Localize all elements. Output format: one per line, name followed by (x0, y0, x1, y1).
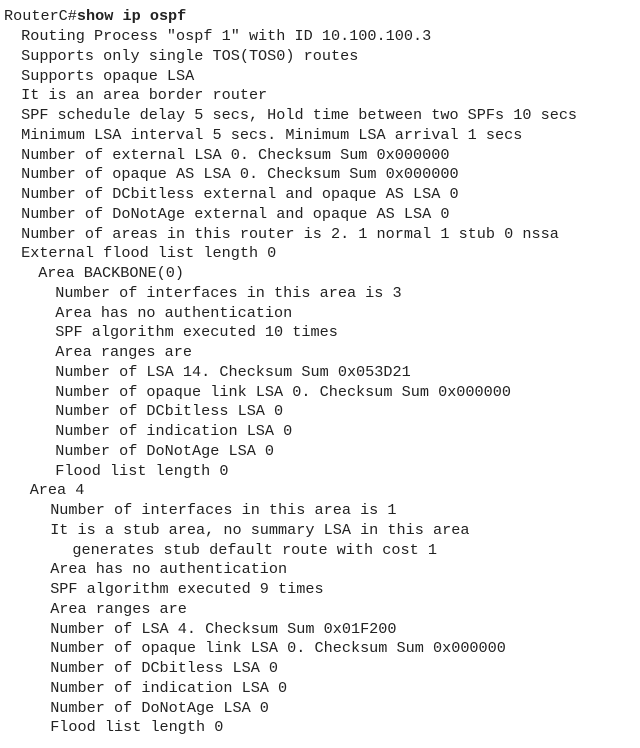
prompt-command: show ip ospf (76, 7, 187, 25)
output-line: Number of indication LSA 0 (50, 678, 288, 697)
output-line: SPF algorithm executed 9 times (50, 580, 324, 598)
output-line: It is a stub area, no summary LSA in this area (50, 520, 470, 539)
output-line: Number of LSA 14. Checksum Sum 0x053D21 (55, 362, 411, 381)
output-line: SPF algorithm executed 10 times (55, 323, 338, 342)
output-line: Number of DCbitless LSA 0 (55, 402, 284, 421)
prompt-hostname: RouterC# (4, 7, 77, 25)
output-line: Area 4 (29, 481, 85, 500)
output-line: Number of areas in this router is 2. 1 normal 1 stub 0 nssa (21, 224, 559, 243)
output-line: Flood list length 0 (55, 461, 229, 480)
output-line: Area BACKBONE(0) (38, 264, 185, 282)
output-line: Number of indication LSA 0 (55, 422, 293, 440)
output-line: External flood list length 0 (21, 244, 277, 263)
output-line: generates stub default route with cost 1 (72, 540, 437, 559)
prompt-line (4, 7, 186, 27)
output-line: SPF schedule delay 5 secs, Hold time between two SPFs 10 secs (21, 106, 578, 124)
output-line: Area has no authentication (50, 560, 288, 579)
output-line: Number of DoNotAge LSA 0 (55, 441, 275, 460)
output-line: Area has no authentication (55, 303, 293, 322)
output-line: Number of interfaces in this area is 3 (55, 283, 402, 302)
output-line: Minimum LSA interval 5 secs. Minimum LSA arrival 1 secs (21, 125, 523, 144)
output-line: Number of DCbitless external and opaque AS LSA 0 (21, 185, 459, 203)
output-line: It is an area border router (21, 86, 268, 105)
output-line: Number of DoNotAge external and opaque AS LSA 0 (21, 204, 450, 223)
output-line: Number of opaque AS LSA 0. Checksum Sum 0x000000 (21, 165, 459, 184)
output-line: Number of DoNotAge LSA 0 (50, 698, 269, 717)
output-line: Number of opaque link LSA 0. Checksum Sum 0x000000 (50, 639, 506, 658)
output-line: Number of external LSA 0. Checksum Sum 0x000000 (21, 145, 450, 164)
output-line: Number of DCbitless LSA 0 (50, 659, 279, 677)
output-line: Flood list length 0 (50, 718, 224, 737)
output-line: Area ranges are (50, 599, 187, 618)
output-line: Number of LSA 4. Checksum Sum 0x01F200 (50, 619, 397, 638)
output-line: Number of interfaces in this area is 1 (50, 501, 397, 519)
output-line: Routing Process "ospf 1" with ID 10.100.100.3 (21, 27, 432, 45)
output-line: Supports opaque LSA (21, 66, 195, 85)
output-line: Number of opaque link LSA 0. Checksum Sum 0x000000 (55, 382, 511, 401)
output-line: Supports only single TOS(TOS0) routes (21, 46, 359, 65)
output-line: Area ranges are (55, 343, 193, 361)
